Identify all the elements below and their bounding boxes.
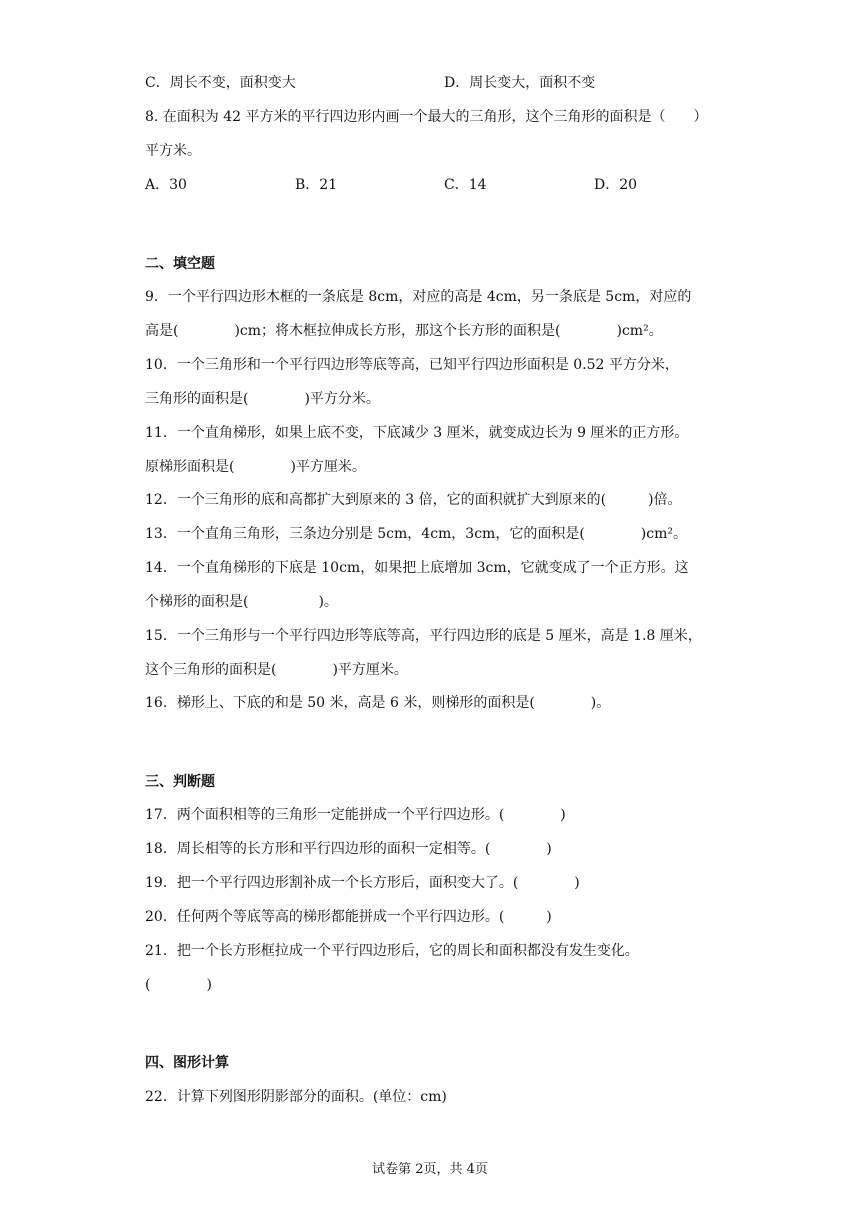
q8-line2: 平方米。 xyxy=(145,143,201,159)
q8-option-c: C．14 xyxy=(444,177,487,193)
q12: 12．一个三角形的底和高都扩大到原来的 3 倍，它的面积就扩大到原来的( )倍。 xyxy=(145,492,682,508)
q22: 22．计算下列图形阴影部分的面积。(单位：cm) xyxy=(145,1089,447,1105)
q16: 16．梯形上、下底的和是 50 米，高是 6 米，则梯形的面积是( )。 xyxy=(145,695,611,711)
q21-line2: ( ) xyxy=(145,977,212,993)
q7-option-c: C．周长不变，面积变大 xyxy=(145,75,296,91)
section-fill-in-title: 二、填空题 xyxy=(145,256,215,272)
q21-line1: 21．把一个长方形框拉成一个平行四边形后，它的周长和面积都没有发生变化。 xyxy=(145,943,639,959)
page-footer: 试卷第 2页，共 4页 xyxy=(372,1162,488,1177)
q13: 13．一个直角三角形，三条边分别是 5cm，4cm，3cm，它的面积是( )cm²。 xyxy=(145,526,687,542)
q14-line2: 个梯形的面积是( )。 xyxy=(145,594,338,610)
q9-line1: 9．一个平行四边形木框的一条底是 8cm，对应的高是 4cm，另一条底是 5cm，对应的 xyxy=(145,289,692,305)
q18: 18．周长相等的长方形和平行四边形的面积一定相等。( ) xyxy=(145,841,552,857)
section-judgment-title: 三、判断题 xyxy=(145,774,215,790)
q8-line1: 8. 在面积为 42 平方米的平行四边形内画一个最大的三角形，这个三角形的面积是（ ） xyxy=(145,109,708,125)
q15-line2: 这个三角形的面积是( )平方厘米。 xyxy=(145,662,408,678)
q19: 19．把一个平行四边形割补成一个长方形后，面积变大了。( ) xyxy=(145,875,580,891)
q7-option-d: D．周长变大，面积不变 xyxy=(444,75,596,91)
q15-line1: 15．一个三角形与一个平行四边形等底等高，平行四边形的底是 5 厘米，高是 1.8 厘米， xyxy=(145,628,702,644)
q10-line1: 10．一个三角形和一个平行四边形等底等高，已知平行四边形面积是 0.52 平方分米， xyxy=(145,357,679,373)
q8-option-b: B．21 xyxy=(295,177,338,193)
q11-line2: 原梯形面积是( )平方厘米。 xyxy=(145,459,366,475)
q14-line1: 14．一个直角梯形的下底是 10cm，如果把上底增加 3cm，它就变成了一个正方形。这 xyxy=(145,560,689,576)
section-figure-calc-title: 四、图形计算 xyxy=(145,1055,229,1071)
q8-option-a: A．30 xyxy=(145,177,187,193)
q10-line2: 三角形的面积是( )平方分米。 xyxy=(145,391,380,407)
q9-line2: 高是( )cm；将木框拉伸成长方形，那这个长方形的面积是( )cm²。 xyxy=(145,323,663,339)
q17: 17．两个面积相等的三角形一定能拼成一个平行四边形。( ) xyxy=(145,807,566,823)
q20: 20．任何两个等底等高的梯形都能拼成一个平行四边形。( ) xyxy=(145,909,552,925)
q8-option-d: D．20 xyxy=(594,177,638,193)
q11-line1: 11．一个直角梯形，如果上底不变，下底减少 3 厘米，就变成边长为 9 厘米的正方形。 xyxy=(145,425,689,441)
